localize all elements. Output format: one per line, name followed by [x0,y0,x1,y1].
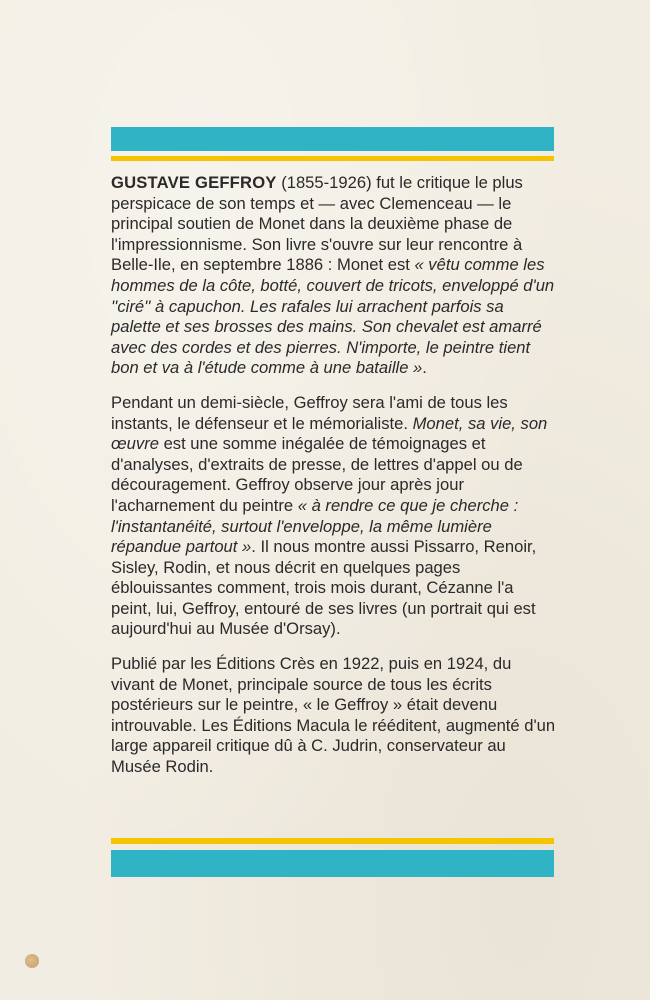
top-yellow-stripe [111,156,554,161]
intro-text: (1855-1926) fut le critique le plus perspicace de son temps et — avec Clemenceau — le principal soutien de Monet dans la deuxième phase de l'impressionnisme. Son livre s'ouvre sur leur rencontre à Belle-Ile, en septembre 1886 : Monet est [111,173,523,275]
bottom-yellow-stripe [111,838,554,844]
bottom-teal-band [111,850,554,877]
friendship-text: Pendant un demi-siècle, Geffroy sera l'ami de tous les instants, le défenseur et le mémorialiste. [111,392,508,433]
intro-end: . [422,358,427,378]
top-teal-band [111,127,554,151]
belle-ile-quote: « vêtu comme les hommes de la côte, botté, couvert de tricots, enveloppé d'un ''ciré'' à capuchon. Les rafales lui arrachent parfois sa palette et ses brosses des mains. Son chevalet est amarré avec des cordes et des pierres. N'importe, le peintre tient bon et va à l'étude comme à une bataille » [111,255,555,378]
publication-text: Publié par les Éditions Crès en 1922, puis en 1924, du vivant de Monet, principale source de tous les écrits postérieurs sur le peintre, « le Geffroy » était devenu introuvable. Les Éditions Macula le rééditent, augmenté d'un large appareil critique dû à C. Judrin, conservateur au Musée Rodin. [111,654,556,777]
paper-stain [25,954,39,968]
friendship-text-2: est une somme inégalée de témoignages et d'analyses, d'extraits de presse, de lettres d'appel ou de découragement. Geffroy observe jour après jour l'acharnement du peintre [111,434,523,515]
friendship-text-3: . Il nous montre aussi Pissarro, Renoir, Sisley, Rodin, et nous décrit en quelques pages éblouissantes comment, trois mois durant, Cézanne l'a peint, lui, Geffroy, entouré de ses livres (un portrait qui est aujourd'hui au Musée d'Orsay). [111,537,537,639]
paragraph-friendship [111,393,557,640]
author-name: GUSTAVE GEFFROY [111,173,277,192]
paragraph-intro [111,173,557,379]
blurb-text [111,173,557,792]
monet-quote: « à rendre ce que je cherche : l'instantanéité, surtout l'enveloppe, la même lumière répandue partout » [111,495,519,557]
book-title: Monet, sa vie, son œuvre [111,413,548,454]
paragraph-publication [111,654,557,778]
